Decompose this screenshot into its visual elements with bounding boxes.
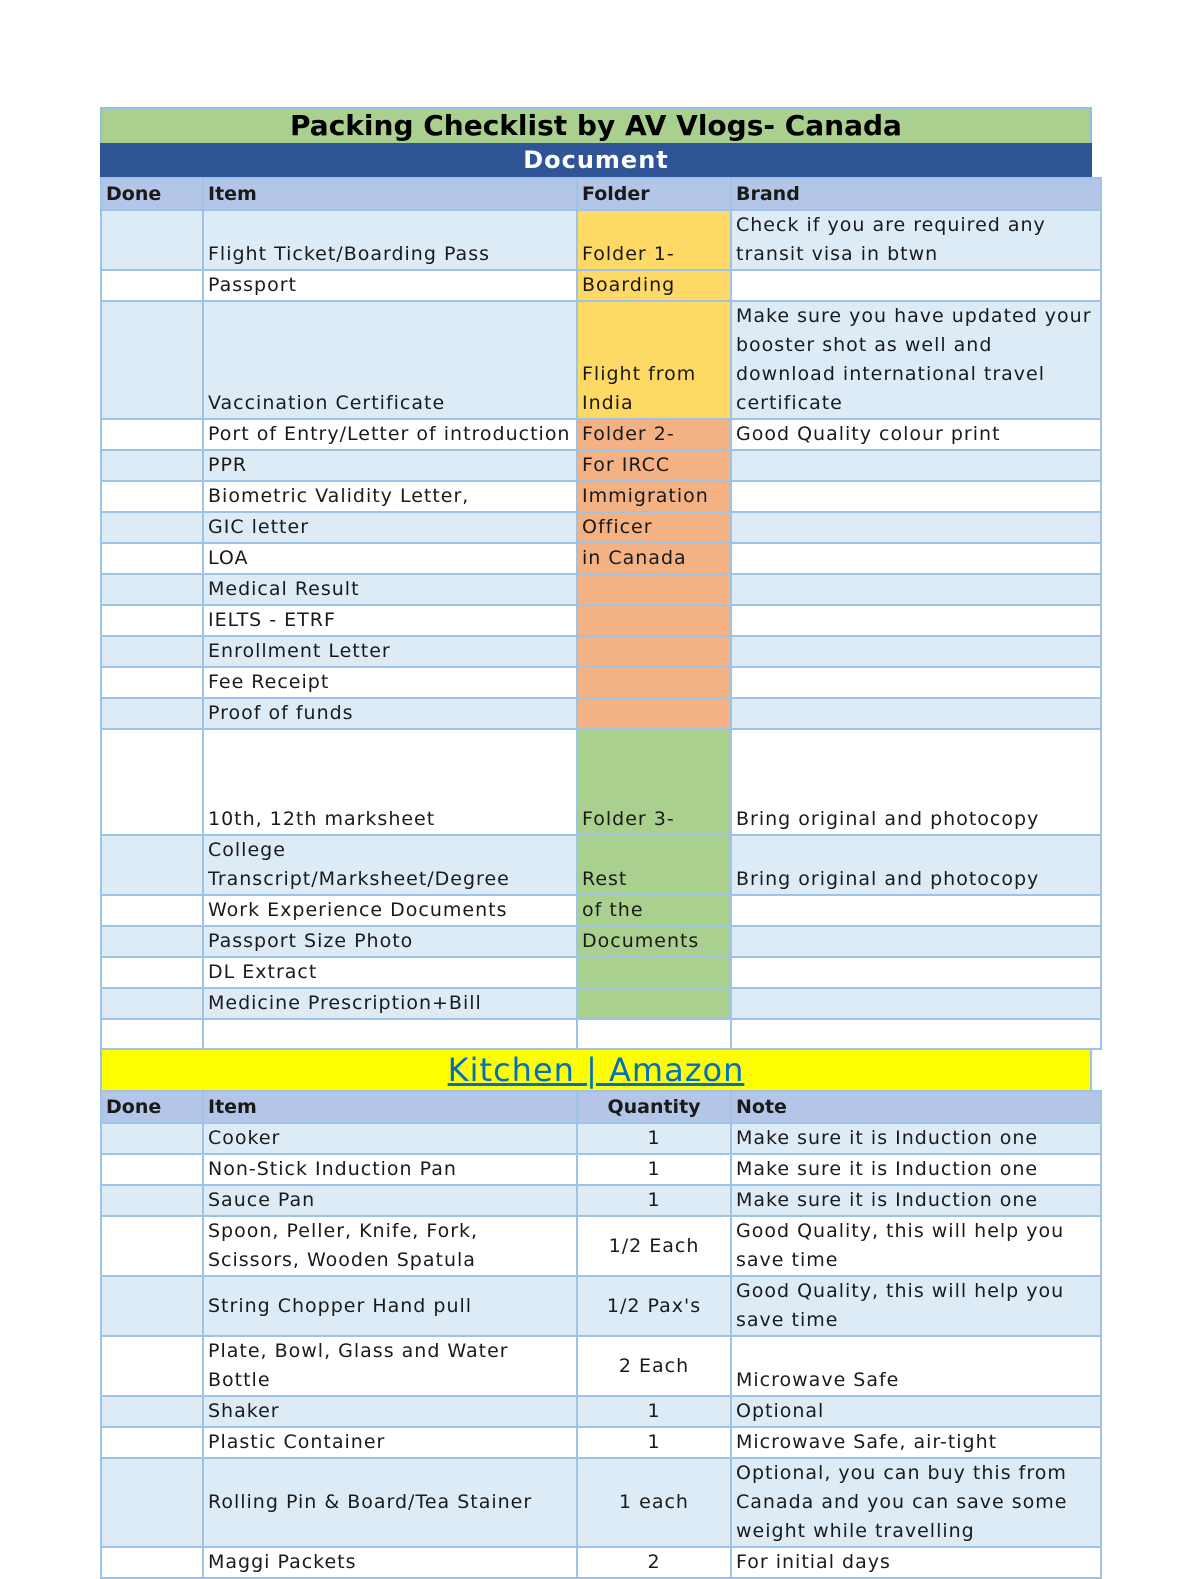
note-cell: Microwave Safe, air-tight	[731, 1427, 1101, 1458]
folder-cell	[577, 698, 731, 729]
done-checkbox-cell[interactable]	[101, 698, 203, 729]
item-cell: Sauce Pan	[203, 1185, 577, 1216]
done-checkbox-cell[interactable]	[101, 1154, 203, 1185]
folder-cell: Documents	[577, 926, 731, 957]
quantity-cell: 2	[577, 1547, 731, 1578]
quantity-cell: 1/2 Each	[577, 1216, 731, 1276]
done-checkbox-cell[interactable]	[101, 1336, 203, 1396]
done-checkbox-cell[interactable]	[101, 988, 203, 1019]
document-row	[101, 574, 1101, 605]
quantity-cell: 1/2 Pax's	[577, 1276, 731, 1336]
kitchen-row	[101, 1427, 1101, 1458]
brand-cell: Good Quality colour print	[731, 419, 1101, 450]
kitchen-row	[101, 1547, 1101, 1578]
folder-cell: Boarding	[577, 270, 731, 301]
header-done: Done	[101, 1091, 203, 1123]
item-cell: LOA	[203, 543, 577, 574]
done-checkbox-cell[interactable]	[101, 636, 203, 667]
brand-cell	[731, 636, 1101, 667]
kitchen-amazon-link[interactable]: Kitchen | Amazon	[447, 1051, 745, 1089]
note-cell: Good Quality, this will help you save time	[731, 1276, 1101, 1336]
done-checkbox-cell[interactable]	[101, 667, 203, 698]
done-checkbox-cell[interactable]	[101, 1458, 203, 1547]
header-item: Item	[203, 178, 577, 210]
note-cell: Make sure it is Induction one	[731, 1123, 1101, 1154]
done-checkbox-cell[interactable]	[101, 1427, 203, 1458]
item-cell: Medical Result	[203, 574, 577, 605]
kitchen-row	[101, 1336, 1101, 1396]
note-cell: Microwave Safe	[731, 1336, 1101, 1396]
header-folder: Folder	[577, 178, 731, 210]
item-cell: String Chopper Hand pull	[203, 1276, 577, 1336]
done-checkbox-cell[interactable]	[101, 729, 203, 835]
header-brand: Brand	[731, 178, 1101, 210]
folder-cell: Rest	[577, 835, 731, 895]
brand-cell	[731, 481, 1101, 512]
done-checkbox-cell[interactable]	[101, 895, 203, 926]
brand-cell	[731, 574, 1101, 605]
done-checkbox-cell[interactable]	[101, 926, 203, 957]
note-cell: Optional, you can buy this from Canada and you can save some weight while travelling	[731, 1458, 1101, 1547]
done-checkbox-cell[interactable]	[101, 1123, 203, 1154]
done-checkbox-cell[interactable]	[101, 957, 203, 988]
folder-cell: Folder 2-	[577, 419, 731, 450]
note-cell: Make sure it is Induction one	[731, 1185, 1101, 1216]
kitchen-row	[101, 1123, 1101, 1154]
kitchen-table	[100, 1090, 1102, 1579]
item-cell: Proof of funds	[203, 698, 577, 729]
kitchen-row	[101, 1216, 1101, 1276]
brand-cell: Bring original and photocopy	[731, 729, 1101, 835]
header-done: Done	[101, 178, 203, 210]
document-row	[101, 301, 1101, 419]
document-row	[101, 895, 1101, 926]
item-cell: Passport	[203, 270, 577, 301]
brand-cell	[731, 926, 1101, 957]
folder-cell	[577, 574, 731, 605]
done-checkbox-cell[interactable]	[101, 574, 203, 605]
document-rows	[101, 210, 1101, 1019]
brand-cell	[731, 270, 1101, 301]
document-table	[100, 177, 1102, 1050]
quantity-cell: 1	[577, 1123, 731, 1154]
document-row	[101, 512, 1101, 543]
quantity-cell: 1	[577, 1396, 731, 1427]
folder-cell	[577, 988, 731, 1019]
document-row	[101, 210, 1101, 270]
checklist-sheet	[100, 107, 1092, 1579]
kitchen-section-heading	[100, 1050, 1092, 1090]
item-cell: IELTS - ETRF	[203, 605, 577, 636]
done-checkbox-cell[interactable]	[101, 1276, 203, 1336]
folder-cell	[577, 957, 731, 988]
done-checkbox-cell[interactable]	[101, 543, 203, 574]
done-checkbox-cell[interactable]	[101, 270, 203, 301]
done-checkbox-cell[interactable]	[101, 210, 203, 270]
item-cell: Vaccination Certificate	[203, 301, 577, 419]
item-cell: Spoon, Peller, Knife, Fork, Scissors, Wooden Spatula	[203, 1216, 577, 1276]
item-cell: DL Extract	[203, 957, 577, 988]
done-checkbox-cell[interactable]	[101, 419, 203, 450]
document-row	[101, 543, 1101, 574]
done-checkbox-cell[interactable]	[101, 1547, 203, 1578]
note-cell: Optional	[731, 1396, 1101, 1427]
item-cell: Work Experience Documents	[203, 895, 577, 926]
item-cell: Passport Size Photo	[203, 926, 577, 957]
spacer-cell	[577, 1019, 731, 1049]
folder-cell: in Canada	[577, 543, 731, 574]
document-row	[101, 636, 1101, 667]
kitchen-row	[101, 1276, 1101, 1336]
item-cell: Medicine Prescription+Bill	[203, 988, 577, 1019]
brand-cell	[731, 512, 1101, 543]
kitchen-rows	[101, 1123, 1101, 1578]
item-cell: Biometric Validity Letter,	[203, 481, 577, 512]
done-checkbox-cell[interactable]	[101, 450, 203, 481]
folder-cell	[577, 605, 731, 636]
document-row	[101, 698, 1101, 729]
item-cell: Port of Entry/Letter of introduction	[203, 419, 577, 450]
document-row	[101, 926, 1101, 957]
folder-cell: For IRCC	[577, 450, 731, 481]
header-note: Note	[731, 1091, 1101, 1123]
document-row	[101, 988, 1101, 1019]
document-row	[101, 481, 1101, 512]
done-checkbox-cell[interactable]	[101, 1185, 203, 1216]
brand-cell	[731, 988, 1101, 1019]
document-row	[101, 957, 1101, 988]
kitchen-row	[101, 1458, 1101, 1547]
document-row	[101, 419, 1101, 450]
document-row	[101, 270, 1101, 301]
done-checkbox-cell[interactable]	[101, 301, 203, 419]
header-item: Item	[203, 1091, 577, 1123]
kitchen-row	[101, 1396, 1101, 1427]
document-row	[101, 835, 1101, 895]
done-checkbox-cell[interactable]	[101, 835, 203, 895]
done-checkbox-cell[interactable]	[101, 1396, 203, 1427]
quantity-cell: 1 each	[577, 1458, 731, 1547]
folder-cell: Immigration	[577, 481, 731, 512]
done-checkbox-cell[interactable]	[101, 605, 203, 636]
item-cell: PPR	[203, 450, 577, 481]
quantity-cell: 2 Each	[577, 1336, 731, 1396]
item-cell: Plate, Bowl, Glass and Water Bottle	[203, 1336, 577, 1396]
document-row	[101, 729, 1101, 835]
document-row	[101, 450, 1101, 481]
folder-cell	[577, 636, 731, 667]
spacer-row	[101, 1019, 1101, 1049]
done-checkbox-cell[interactable]	[101, 512, 203, 543]
item-cell: Non-Stick Induction Pan	[203, 1154, 577, 1185]
document-section-heading: Document	[100, 143, 1092, 177]
item-cell: Rolling Pin & Board/Tea Stainer	[203, 1458, 577, 1547]
spacer-cell	[731, 1019, 1101, 1049]
kitchen-row	[101, 1185, 1101, 1216]
brand-cell	[731, 895, 1101, 926]
folder-cell: Folder 1-	[577, 210, 731, 270]
page-title: Packing Checklist by AV Vlogs- Canada	[100, 107, 1092, 143]
brand-cell	[731, 450, 1101, 481]
spacer-cell	[101, 1019, 203, 1049]
item-cell: Maggi Packets	[203, 1547, 577, 1578]
note-cell: Good Quality, this will help you save time	[731, 1216, 1101, 1276]
item-cell: College Transcript/Marksheet/Degree	[203, 835, 577, 895]
kitchen-header-row	[101, 1091, 1101, 1123]
done-checkbox-cell[interactable]	[101, 1216, 203, 1276]
done-checkbox-cell[interactable]	[101, 481, 203, 512]
folder-cell	[577, 667, 731, 698]
document-header-row	[101, 178, 1101, 210]
quantity-cell: 1	[577, 1427, 731, 1458]
brand-cell	[731, 698, 1101, 729]
folder-cell: Folder 3-	[577, 729, 731, 835]
brand-cell: Check if you are required any transit visa in btwn	[731, 210, 1101, 270]
document-row	[101, 605, 1101, 636]
spacer-cell	[203, 1019, 577, 1049]
note-cell: Make sure it is Induction one	[731, 1154, 1101, 1185]
folder-cell: of the	[577, 895, 731, 926]
brand-cell: Make sure you have updated your booster shot as well and download international travel certificate	[731, 301, 1101, 419]
item-cell: Cooker	[203, 1123, 577, 1154]
header-quantity: Quantity	[577, 1091, 731, 1123]
item-cell: GIC letter	[203, 512, 577, 543]
item-cell: Fee Receipt	[203, 667, 577, 698]
quantity-cell: 1	[577, 1154, 731, 1185]
document-row	[101, 667, 1101, 698]
folder-cell: Officer	[577, 512, 731, 543]
brand-cell	[731, 667, 1101, 698]
quantity-cell: 1	[577, 1185, 731, 1216]
brand-cell	[731, 543, 1101, 574]
item-cell: 10th, 12th marksheet	[203, 729, 577, 835]
note-cell: For initial days	[731, 1547, 1101, 1578]
item-cell: Shaker	[203, 1396, 577, 1427]
item-cell: Enrollment Letter	[203, 636, 577, 667]
brand-cell	[731, 957, 1101, 988]
item-cell: Flight Ticket/Boarding Pass	[203, 210, 577, 270]
kitchen-row	[101, 1154, 1101, 1185]
brand-cell: Bring original and photocopy	[731, 835, 1101, 895]
folder-cell: Flight from India	[577, 301, 731, 419]
brand-cell	[731, 605, 1101, 636]
item-cell: Plastic Container	[203, 1427, 577, 1458]
